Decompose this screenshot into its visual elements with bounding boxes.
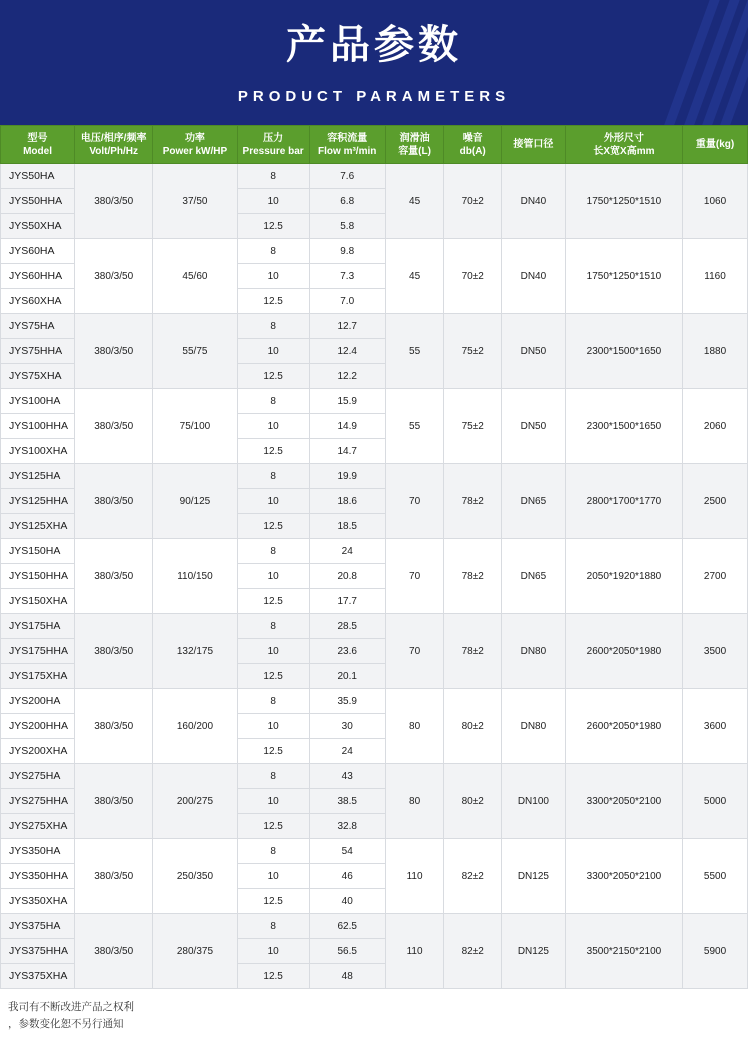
cell-oil: 70 <box>385 464 444 539</box>
cell-weight: 5500 <box>683 839 748 914</box>
footnote <box>0 989 748 1039</box>
cell-model: JYS150HA <box>1 539 75 564</box>
cell-pipe: DN80 <box>502 689 566 764</box>
cell-flow: 5.8 <box>309 214 385 239</box>
cell-power: 45/60 <box>153 239 237 314</box>
column-header-voltage-en: Volt/Ph/Hz <box>89 145 139 157</box>
cell-dimension: 2300*1500*1650 <box>565 389 682 464</box>
parameters-table <box>0 125 748 989</box>
cell-power: 250/350 <box>153 839 237 914</box>
cell-oil: 110 <box>385 839 444 914</box>
cell-power: 55/75 <box>153 314 237 389</box>
table-row <box>1 239 748 264</box>
cell-dimension: 2050*1920*1880 <box>565 539 682 614</box>
cell-flow: 38.5 <box>309 789 385 814</box>
cell-model: JYS375HA <box>1 914 75 939</box>
table-row <box>1 539 748 564</box>
page-title-cn: 产品参数 <box>286 22 462 68</box>
cell-voltage: 380/3/50 <box>75 914 153 989</box>
table-row <box>1 314 748 339</box>
cell-flow: 19.9 <box>309 464 385 489</box>
column-header-pressure <box>237 126 309 164</box>
cell-weight: 5000 <box>683 764 748 839</box>
cell-pressure: 12.5 <box>237 964 309 989</box>
cell-weight: 1880 <box>683 314 748 389</box>
cell-power: 280/375 <box>153 914 237 989</box>
column-header-dimension <box>565 126 682 164</box>
cell-flow: 46 <box>309 864 385 889</box>
cell-flow: 18.5 <box>309 514 385 539</box>
cell-model: JYS125HA <box>1 464 75 489</box>
cell-noise: 78±2 <box>444 539 502 614</box>
cell-model: JYS350XHA <box>1 889 75 914</box>
cell-model: JYS275HHA <box>1 789 75 814</box>
cell-model: JYS350HA <box>1 839 75 864</box>
cell-pressure: 12.5 <box>237 664 309 689</box>
cell-model: JYS175HA <box>1 614 75 639</box>
table-body <box>1 164 748 989</box>
cell-voltage: 380/3/50 <box>75 164 153 239</box>
column-header-noise-cn: 噪音 <box>462 132 483 144</box>
cell-model: JYS150HHA <box>1 564 75 589</box>
cell-noise: 82±2 <box>444 914 502 989</box>
cell-model: JYS200XHA <box>1 739 75 764</box>
cell-oil: 45 <box>385 239 444 314</box>
column-header-pipe <box>502 126 566 164</box>
cell-noise: 78±2 <box>444 614 502 689</box>
cell-model: JYS50HHA <box>1 189 75 214</box>
column-header-oil-cn: 润滑油 <box>399 132 430 144</box>
column-header-pressure-cn: 压力 <box>263 132 284 144</box>
cell-oil: 110 <box>385 914 444 989</box>
cell-weight: 2500 <box>683 464 748 539</box>
table-row <box>1 914 748 939</box>
cell-pressure: 12.5 <box>237 589 309 614</box>
cell-flow: 14.9 <box>309 414 385 439</box>
cell-pipe: DN80 <box>502 614 566 689</box>
cell-voltage: 380/3/50 <box>75 539 153 614</box>
cell-flow: 12.2 <box>309 364 385 389</box>
column-header-model <box>1 126 75 164</box>
cell-oil: 55 <box>385 389 444 464</box>
cell-oil: 80 <box>385 689 444 764</box>
cell-voltage: 380/3/50 <box>75 764 153 839</box>
table-header-row <box>1 126 748 164</box>
cell-flow: 24 <box>309 539 385 564</box>
cell-weight: 2700 <box>683 539 748 614</box>
cell-pressure: 8 <box>237 314 309 339</box>
cell-flow: 7.3 <box>309 264 385 289</box>
cell-pressure: 12.5 <box>237 214 309 239</box>
cell-flow: 18.6 <box>309 489 385 514</box>
cell-pressure: 8 <box>237 389 309 414</box>
cell-model: JYS350HHA <box>1 864 75 889</box>
cell-flow: 20.8 <box>309 564 385 589</box>
cell-pipe: DN65 <box>502 464 566 539</box>
column-header-voltage <box>75 126 153 164</box>
footnote-line-2: ，参数变化恕不另行通知 <box>8 1018 124 1030</box>
cell-voltage: 380/3/50 <box>75 689 153 764</box>
cell-noise: 70±2 <box>444 239 502 314</box>
cell-pressure: 12.5 <box>237 289 309 314</box>
cell-power: 90/125 <box>153 464 237 539</box>
cell-model: JYS60HHA <box>1 264 75 289</box>
column-header-dimension-cn: 外形尺寸 <box>603 132 644 144</box>
cell-pressure: 10 <box>237 189 309 214</box>
cell-model: JYS100HHA <box>1 414 75 439</box>
cell-weight: 1160 <box>683 239 748 314</box>
cell-pipe: DN125 <box>502 914 566 989</box>
cell-model: JYS50HA <box>1 164 75 189</box>
column-header-pressure-en: Pressure bar <box>242 145 304 157</box>
cell-power: 75/100 <box>153 389 237 464</box>
cell-flow: 56.5 <box>309 939 385 964</box>
cell-pressure: 10 <box>237 489 309 514</box>
cell-flow: 54 <box>309 839 385 864</box>
cell-model: JYS150XHA <box>1 589 75 614</box>
cell-model: JYS175XHA <box>1 664 75 689</box>
cell-pressure: 12.5 <box>237 364 309 389</box>
cell-voltage: 380/3/50 <box>75 614 153 689</box>
cell-noise: 82±2 <box>444 839 502 914</box>
cell-noise: 70±2 <box>444 164 502 239</box>
page-title-en: PRODUCT PARAMETERS <box>237 88 511 105</box>
cell-model: JYS375HHA <box>1 939 75 964</box>
cell-noise: 80±2 <box>444 689 502 764</box>
cell-flow: 9.8 <box>309 239 385 264</box>
column-header-flow-en: Flow m³/min <box>318 145 377 157</box>
column-header-voltage-cn: 电压/相序/频率 <box>80 132 147 144</box>
cell-model: JYS75HHA <box>1 339 75 364</box>
cell-power: 200/275 <box>153 764 237 839</box>
column-header-noise <box>444 126 502 164</box>
cell-oil: 55 <box>385 314 444 389</box>
cell-flow: 7.0 <box>309 289 385 314</box>
cell-voltage: 380/3/50 <box>75 239 153 314</box>
cell-model: JYS375XHA <box>1 964 75 989</box>
cell-model: JYS100XHA <box>1 439 75 464</box>
cell-pressure: 12.5 <box>237 889 309 914</box>
cell-pressure: 10 <box>237 939 309 964</box>
cell-model: JYS75XHA <box>1 364 75 389</box>
cell-pipe: DN40 <box>502 239 566 314</box>
table-header <box>1 126 748 164</box>
cell-voltage: 380/3/50 <box>75 464 153 539</box>
column-header-weight <box>683 126 748 164</box>
cell-dimension: 2600*2050*1980 <box>565 689 682 764</box>
cell-flow: 35.9 <box>309 689 385 714</box>
column-header-power-cn: 功率 <box>184 132 205 144</box>
cell-noise: 80±2 <box>444 764 502 839</box>
cell-weight: 1060 <box>683 164 748 239</box>
cell-pressure: 8 <box>237 464 309 489</box>
cell-flow: 20.1 <box>309 664 385 689</box>
cell-pressure: 8 <box>237 764 309 789</box>
cell-flow: 23.6 <box>309 639 385 664</box>
cell-model: JYS125HHA <box>1 489 75 514</box>
cell-model: JYS50XHA <box>1 214 75 239</box>
cell-flow: 17.7 <box>309 589 385 614</box>
cell-dimension: 2800*1700*1770 <box>565 464 682 539</box>
cell-weight: 3600 <box>683 689 748 764</box>
cell-oil: 45 <box>385 164 444 239</box>
column-header-weight-cn: 重量(kg) <box>695 139 735 150</box>
column-header-power-en: Power kW/HP <box>162 145 228 157</box>
cell-model: JYS75HA <box>1 314 75 339</box>
cell-flow: 12.4 <box>309 339 385 364</box>
cell-pipe: DN100 <box>502 764 566 839</box>
cell-dimension: 3500*2150*2100 <box>565 914 682 989</box>
cell-flow: 43 <box>309 764 385 789</box>
cell-pressure: 8 <box>237 614 309 639</box>
cell-pipe: DN50 <box>502 389 566 464</box>
table-row <box>1 464 748 489</box>
cell-voltage: 380/3/50 <box>75 389 153 464</box>
cell-flow: 62.5 <box>309 914 385 939</box>
page-banner <box>0 0 748 125</box>
table-row <box>1 764 748 789</box>
cell-pressure: 10 <box>237 264 309 289</box>
cell-weight: 2060 <box>683 389 748 464</box>
cell-flow: 6.8 <box>309 189 385 214</box>
cell-flow: 28.5 <box>309 614 385 639</box>
table-row <box>1 689 748 714</box>
column-header-model-cn: 型号 <box>27 132 48 144</box>
cell-voltage: 380/3/50 <box>75 314 153 389</box>
column-header-flow-cn: 容积流量 <box>327 132 368 144</box>
cell-oil: 70 <box>385 539 444 614</box>
table-row <box>1 614 748 639</box>
cell-noise: 75±2 <box>444 389 502 464</box>
footnote-line-1: 我司有不断改进产品之权利 <box>8 1001 134 1013</box>
column-header-power <box>153 126 237 164</box>
cell-flow: 30 <box>309 714 385 739</box>
cell-flow: 7.6 <box>309 164 385 189</box>
cell-flow: 48 <box>309 964 385 989</box>
cell-pipe: DN50 <box>502 314 566 389</box>
cell-pressure: 8 <box>237 539 309 564</box>
cell-dimension: 2600*2050*1980 <box>565 614 682 689</box>
cell-oil: 80 <box>385 764 444 839</box>
cell-dimension: 3300*2050*2100 <box>565 764 682 839</box>
cell-model: JYS200HHA <box>1 714 75 739</box>
cell-flow: 24 <box>309 739 385 764</box>
cell-pressure: 8 <box>237 689 309 714</box>
cell-pressure: 8 <box>237 914 309 939</box>
column-header-flow <box>309 126 385 164</box>
cell-pipe: DN40 <box>502 164 566 239</box>
table-row <box>1 389 748 414</box>
cell-pressure: 10 <box>237 339 309 364</box>
cell-pressure: 8 <box>237 164 309 189</box>
cell-pressure: 8 <box>237 239 309 264</box>
column-header-pipe-cn: 接管口径 <box>513 139 554 150</box>
cell-pressure: 12.5 <box>237 439 309 464</box>
cell-dimension: 3300*2050*2100 <box>565 839 682 914</box>
cell-pressure: 10 <box>237 789 309 814</box>
cell-model: JYS275XHA <box>1 814 75 839</box>
cell-flow: 12.7 <box>309 314 385 339</box>
cell-pressure: 12.5 <box>237 514 309 539</box>
cell-pressure: 10 <box>237 864 309 889</box>
cell-pipe: DN125 <box>502 839 566 914</box>
table-row <box>1 164 748 189</box>
cell-model: JYS125XHA <box>1 514 75 539</box>
column-header-oil-en: 容量(L) <box>398 145 431 157</box>
cell-pressure: 10 <box>237 414 309 439</box>
cell-flow: 32.8 <box>309 814 385 839</box>
cell-noise: 78±2 <box>444 464 502 539</box>
cell-dimension: 2300*1500*1650 <box>565 314 682 389</box>
column-header-oil <box>385 126 444 164</box>
cell-voltage: 380/3/50 <box>75 839 153 914</box>
cell-model: JYS100HA <box>1 389 75 414</box>
cell-pressure: 12.5 <box>237 814 309 839</box>
column-header-dimension-en: 长X宽X高mm <box>593 145 655 157</box>
cell-flow: 15.9 <box>309 389 385 414</box>
cell-pressure: 10 <box>237 564 309 589</box>
cell-model: JYS275HA <box>1 764 75 789</box>
cell-flow: 40 <box>309 889 385 914</box>
cell-dimension: 1750*1250*1510 <box>565 164 682 239</box>
cell-pressure: 10 <box>237 714 309 739</box>
cell-pressure: 10 <box>237 639 309 664</box>
cell-power: 37/50 <box>153 164 237 239</box>
cell-power: 132/175 <box>153 614 237 689</box>
cell-flow: 14.7 <box>309 439 385 464</box>
cell-weight: 3500 <box>683 614 748 689</box>
column-header-noise-en: db(A) <box>459 145 486 157</box>
cell-weight: 5900 <box>683 914 748 989</box>
table-row <box>1 839 748 864</box>
cell-dimension: 1750*1250*1510 <box>565 239 682 314</box>
cell-oil: 70 <box>385 614 444 689</box>
cell-noise: 75±2 <box>444 314 502 389</box>
cell-pipe: DN65 <box>502 539 566 614</box>
cell-model: JYS60XHA <box>1 289 75 314</box>
cell-power: 160/200 <box>153 689 237 764</box>
cell-model: JYS200HA <box>1 689 75 714</box>
cell-model: JYS175HHA <box>1 639 75 664</box>
cell-pressure: 8 <box>237 839 309 864</box>
cell-model: JYS60HA <box>1 239 75 264</box>
column-header-model-en: Model <box>23 145 52 157</box>
cell-power: 110/150 <box>153 539 237 614</box>
cell-pressure: 12.5 <box>237 739 309 764</box>
